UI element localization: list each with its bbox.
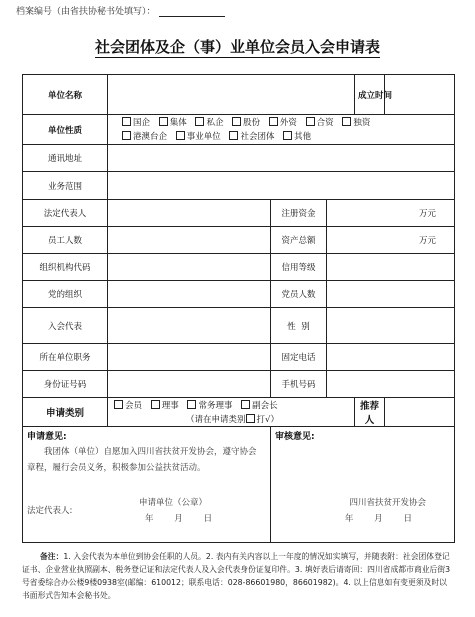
credit-rating-label: 信用等级 [271,254,327,281]
category-option[interactable]: 理事 [151,401,179,411]
found-date-label: 成立时间 [355,75,385,115]
org-code-field[interactable] [108,254,271,281]
form-title-text: 社会团体及企（事）业单位会员入会申请表 [94,38,380,56]
checkbox[interactable] [122,131,131,140]
business-scope-label: 业务范围 [23,172,108,200]
unit-name-field[interactable] [108,75,355,115]
review-org: 四川省扶贫开发协会 [349,498,426,508]
checkbox[interactable] [187,400,196,409]
checkbox[interactable] [283,131,292,140]
employees-label: 员工人数 [23,227,108,254]
unit-name-label: 单位名称 [23,75,108,115]
nature-option[interactable]: 事业单位 [176,132,221,142]
position-label: 所在单位职务 [23,344,108,371]
application-opinion-title: 申请意见: [27,432,67,442]
checkbox[interactable] [195,117,204,126]
footnote-label: 备注： [40,552,64,561]
checkbox[interactable] [306,117,315,126]
checkbox[interactable] [122,117,131,126]
business-scope-field[interactable] [108,172,455,200]
address-label: 通讯地址 [23,145,108,172]
landline-field[interactable] [327,344,455,371]
id-number-field[interactable] [108,371,271,398]
review-opinion[interactable] [271,427,455,543]
registered-capital-field[interactable]: 万元 [327,200,455,227]
credit-rating-field[interactable] [327,254,455,281]
legal-rep-signature: 法定代表人: [27,506,73,516]
nature-option[interactable]: 其他 [283,132,311,142]
category-options [108,398,355,427]
referrer-field[interactable] [385,398,455,427]
landline-label: 固定电话 [271,344,327,371]
legal-rep-label: 法定代表人 [23,200,108,227]
category-label: 申请类别 [23,398,108,427]
footnote-text: 1. 入会代表为本单位到协会任职的人员。2. 表内有关内容以上一年度的情况如实填写，并随表附：社会团体登记证书、企业营业执照副本、税务登记证和法定代表人及入会代表身份证复印件。3. 填好表后请寄回：四川省成都市商业后街3号省委综合办公楼9楼0938室(邮编：610012；联系电话：028-86601980，86601982)。4. 以上信息如有变更须及时以书面形式告知本会秘书处。 [22,552,451,600]
nature-option[interactable]: 国企 [122,118,150,128]
nature-option[interactable]: 社会团体 [229,132,274,142]
checkbox[interactable] [232,117,241,126]
org-code-label: 组织机构代码 [23,254,108,281]
nature-option[interactable]: 港澳台企 [122,132,167,142]
category-option[interactable]: 副会长 [241,401,278,411]
form-title [0,36,475,57]
application-date: 年 月 日 [145,514,215,524]
gender-label: 性 别 [271,308,327,344]
checkbox[interactable] [114,400,123,409]
unit-seal-label: 申请单位（公章） [139,498,208,508]
review-date: 年 月 日 [344,514,414,524]
total-assets-field[interactable]: 万元 [327,227,455,254]
checkbox[interactable] [151,400,160,409]
mobile-field[interactable] [327,371,455,398]
registered-capital-label: 注册资金 [271,200,327,227]
position-field[interactable] [108,344,271,371]
nature-option[interactable]: 独资 [342,118,370,128]
unit-nature-label: 单位性质 [23,115,108,145]
nature-option[interactable]: 私企 [195,118,223,128]
application-opinion-body: 我团体（单位）自愿加入四川省扶贫开发协会，遵守协会章程，履行会员义务，积极参加公益扶贫活动。 [27,447,257,473]
total-assets-label: 资产总额 [271,227,327,254]
hint-checkbox-icon [246,414,255,423]
representative-field[interactable] [108,308,271,344]
representative-label: 入会代表 [23,308,108,344]
category-option[interactable]: 常务理事 [187,401,232,411]
category-row [114,399,351,411]
checkbox[interactable] [159,117,168,126]
party-members-label: 党员人数 [271,281,327,308]
gender-field[interactable] [327,308,455,344]
legal-rep-field[interactable] [108,200,271,227]
checkbox[interactable] [342,117,351,126]
footnote [22,550,454,602]
category-option[interactable]: 会员 [114,401,142,411]
nature-row-1 [122,116,451,130]
party-members-field[interactable] [327,281,455,308]
found-date-field[interactable] [385,75,455,115]
checkbox[interactable] [269,117,278,126]
nature-option[interactable]: 合资 [306,118,334,128]
archive-label: 档案编号（由省扶协秘书处填写）： [16,7,156,17]
nature-row-2 [122,130,451,144]
application-form [22,74,455,543]
checkbox[interactable] [241,400,250,409]
archive-number-field[interactable] [159,16,225,17]
referrer-label: 推荐人 [355,398,385,427]
employees-field[interactable] [108,227,271,254]
nature-option[interactable]: 集体 [159,118,187,128]
archive-number [16,4,225,17]
review-opinion-title: 审核意见: [275,432,315,442]
address-field[interactable] [108,145,455,172]
party-org-label: 党的组织 [23,281,108,308]
checkbox[interactable] [229,131,238,140]
checkbox[interactable] [176,131,185,140]
category-hint: （请在申请类别 打√） [186,415,279,425]
mobile-label: 手机号码 [271,371,327,398]
unit-nature-options [108,115,455,145]
nature-option[interactable]: 股份 [232,118,260,128]
application-opinion[interactable] [23,427,271,543]
party-org-field[interactable] [108,281,271,308]
id-number-label: 身份证号码 [23,371,108,398]
nature-option[interactable]: 外资 [269,118,297,128]
